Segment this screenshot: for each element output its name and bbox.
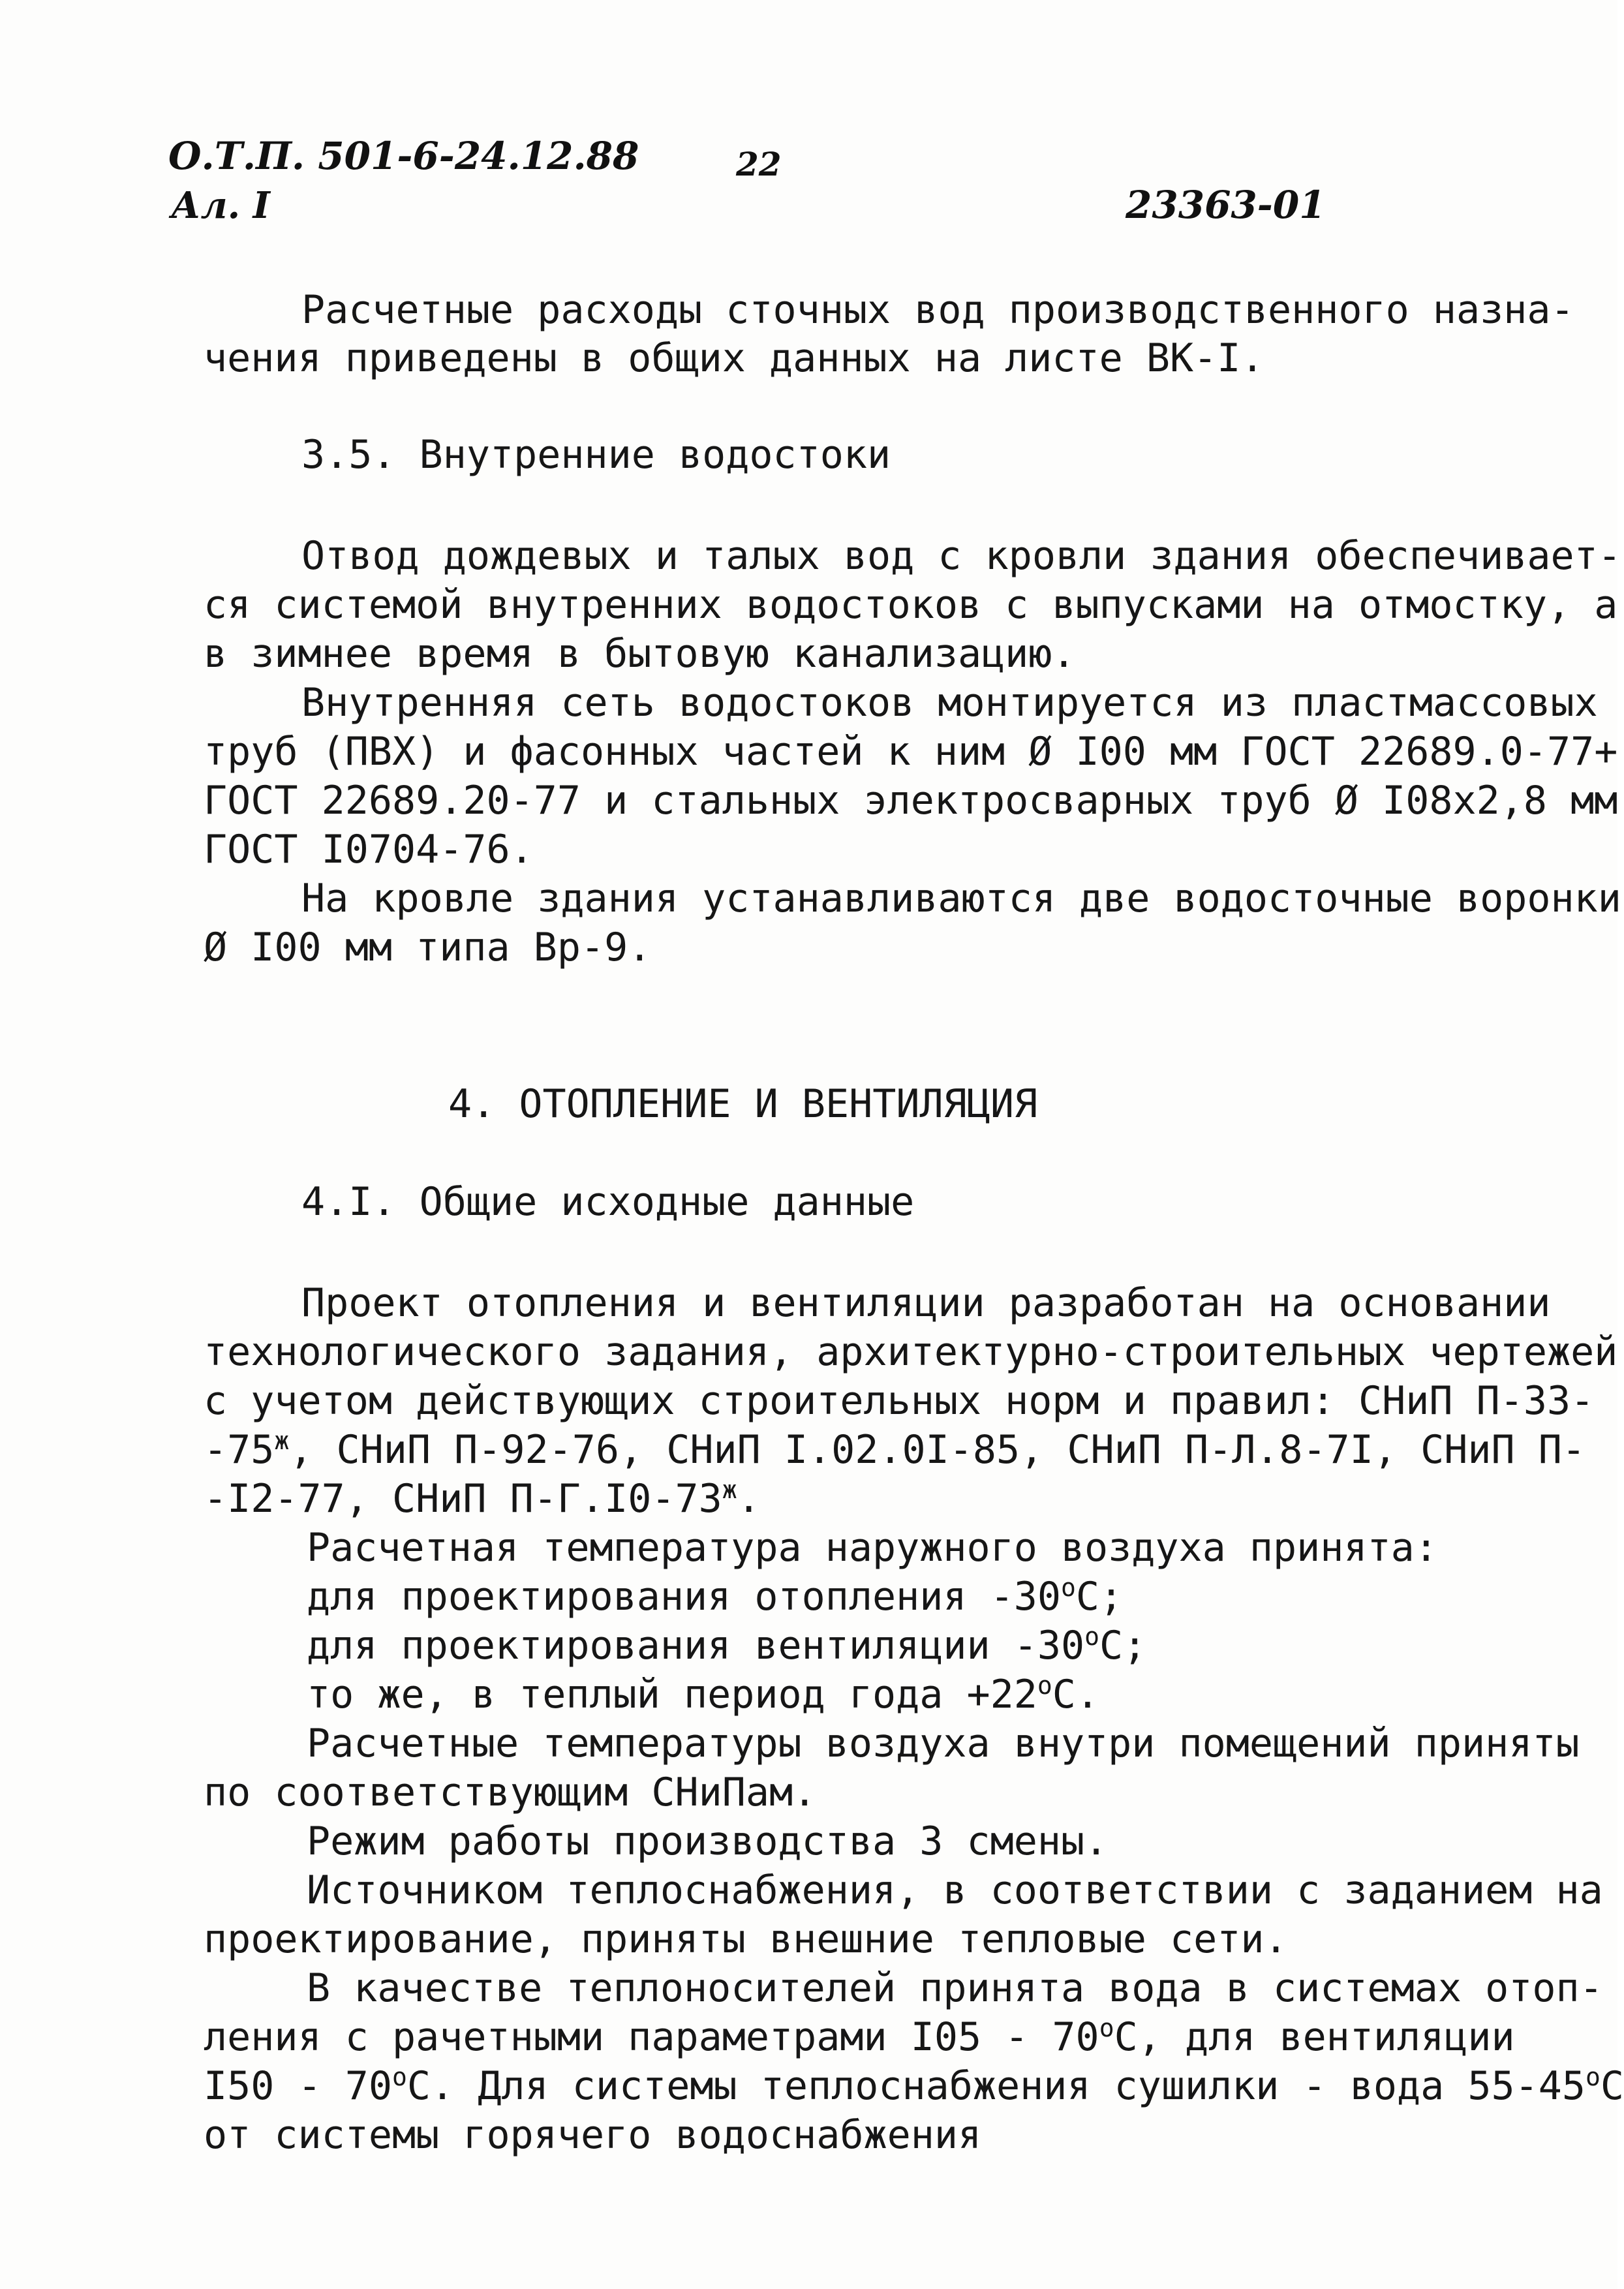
text-line: Ø I00 мм типа Вр-9. xyxy=(204,925,652,970)
text-line: Отвод дождевых и талых вод с кровли здания обеспечивает- xyxy=(301,533,1621,579)
text-line: от системы горячего водоснабжения xyxy=(204,2112,982,2158)
degree-sign: о xyxy=(391,2063,407,2092)
text-line: -I2-77, СНиП $П-Г.I0-73^ж$. xyxy=(204,1475,761,1522)
text-line: Проект отопления и вентиляции разработан на основании xyxy=(301,1280,1551,1326)
text-line: ГОСТ 22689.20-77 и стальных электросварных труб Ø I08х2,8 мм xyxy=(204,778,1618,823)
text-line: Расчетные расходы сточных вод производственного назна- xyxy=(301,287,1574,333)
chapter-heading: 4. ОТОПЛЕНИЕ И ВЕНТИЛЯЦИЯ xyxy=(448,1081,1038,1127)
degree-sign: о xyxy=(1060,1573,1076,1603)
document-code: О.Т.П. 501-6-24.12.88 xyxy=(168,134,639,178)
text-line: для проектирования вентиляции $-30^оС$; xyxy=(307,1622,1147,1668)
text-line: ся системой внутренних водостоков с выпусками на отмостку, а xyxy=(204,582,1618,628)
degree-sign: о xyxy=(1099,2014,1114,2043)
archive-number: 23363-01 xyxy=(1126,183,1326,227)
text-line: Внутренняя сеть водостоков монтируется из пластмассовых xyxy=(301,680,1598,726)
text-line: Расчетная температура наружного воздуха принята: xyxy=(307,1525,1438,1571)
text-line: чения приведены в общих данных на листе ВК-I. xyxy=(204,335,1264,381)
section-heading: 4.I. Общие исходные данные xyxy=(301,1179,915,1225)
text-line: $-75^ж$, СНиП П-92-76, СНиП I.02.0I-85, СНиП П-Л.8-7I, СНиП П- xyxy=(204,1426,1586,1473)
text-line: технологического задания, архитектурно-строительных чертежей xyxy=(204,1329,1618,1375)
text-line: ления с рачетными параметрами $I05 - 70^оС$, для вентиляции xyxy=(204,2014,1515,2060)
text-line: труб (ПВХ) и фасонных частей к ним Ø I00 мм ГОСТ 22689.0-77+ xyxy=(204,729,1618,775)
text-line: по соответствующим СНиПам. xyxy=(204,1770,817,1815)
text-line: Режим работы производства 3 смены. xyxy=(307,1819,1109,1864)
text-line: проектирование, приняты внешние тепловые сети. xyxy=(204,1916,1288,1962)
text-line: $I50 - 70^оС$. Для системы теплоснабжения сушилки - вода $55-45^оС$ xyxy=(204,2063,1624,2109)
text-line: для проектирования отопления $-30^оС$; xyxy=(307,1573,1124,1620)
degree-sign: о xyxy=(1586,2063,1601,2092)
text-line: Расчетные температуры воздуха внутри помещений приняты xyxy=(307,1721,1580,1766)
text-line: то же, в теплый период года $+22^оС$. xyxy=(307,1671,1099,1717)
text-line: ГОСТ I0704-76. xyxy=(204,827,534,872)
text-line: в зимнее время в бытовую канализацию. xyxy=(204,631,1076,677)
superscript: ж xyxy=(722,1475,737,1505)
sheet-label: Ал. I xyxy=(171,184,270,227)
degree-sign: о xyxy=(1037,1671,1052,1700)
text-line: Источником теплоснабжения, в соответствии с заданием на xyxy=(307,1867,1603,1913)
degree-sign: о xyxy=(1084,1622,1099,1651)
text-line: На кровле здания устанавливаются две водосточные воронки xyxy=(301,876,1621,921)
text-line: с учетом действующих строительных норм и правил: СНиП П-33- xyxy=(204,1378,1595,1424)
section-heading: 3.5. Внутренние водостоки xyxy=(301,432,891,478)
superscript: ж xyxy=(274,1426,290,1456)
page-number: 22 xyxy=(736,145,782,183)
text-line: В качестве теплоносителей принята вода в системах отоп- xyxy=(307,1965,1603,2011)
